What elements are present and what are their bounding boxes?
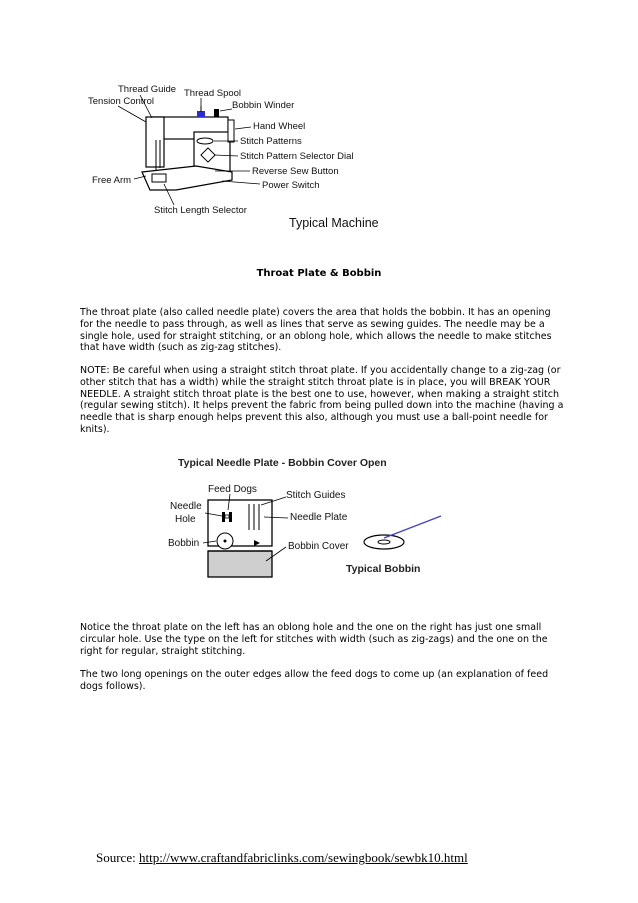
paragraph-throat-plate: The throat plate (also called needle plate) covers the area that holds the bobbin. It has an opening for the needle to pass through, as well as lines that serve as sewing guides. The needle may be a single hole, used for straight stitching, or an oblong hole, which allows the needle to make stitches that have width (such as zig-zag stitches). (80, 307, 552, 354)
label-stitch-guides: Stitch Guides (286, 490, 346, 501)
section-heading: Throat Plate & Bobbin (256, 268, 382, 279)
label-bobbin-cover: Bobbin Cover (288, 541, 349, 552)
label-feed-dogs: Feed Dogs (208, 484, 257, 495)
label-thread-spool: Thread Spool (184, 88, 242, 99)
label-bobbin: Bobbin (168, 538, 200, 549)
bobbin-caption: Typical Bobbin (346, 563, 421, 575)
label-stitch-length-selector: Stitch Length Selector (154, 205, 247, 216)
label-stitch-patterns: Stitch Patterns (240, 136, 302, 147)
paragraph-note: NOTE: Be careful when using a straight stitch throat plate. If you accidentally change to a zig-zag (or other stitch that has a width) while the straight stitch throat plate is in place, you will BREAK YOUR NEEDLE. A straight stitch throat plate is the best one to use, however, when making a straight stitch (regular sewing stitch). It helps prevent the fabric from being pulled down into the machine (having a needle that is sharp enough helps prevent this also, although you must use a ball-point needle for knits). (80, 365, 564, 435)
label-free-arm: Free Arm (92, 175, 132, 186)
machine-caption: Typical Machine (289, 216, 379, 230)
label-stitch-pattern-selector-dial: Stitch Pattern Selector Dial (240, 151, 354, 162)
label-hole: Hole (175, 514, 196, 525)
paragraph-notice: Notice the throat plate on the left has an oblong hole and the one on the right has just one small circular hole. Use the type on the left for stitches with width (such as zig-zags) and the one on the right for regular, straight stitching. (80, 622, 548, 657)
label-reverse-sew-button: Reverse Sew Button (252, 166, 339, 177)
label-tension-control: Tension Control (88, 96, 155, 107)
label-hand-wheel: Hand Wheel (253, 121, 306, 132)
label-bobbin-winder: Bobbin Winder (232, 100, 295, 111)
label-power-switch: Power Switch (262, 180, 320, 191)
paragraph-feed-dogs: The two long openings on the outer edges allow the feed dogs to come up (an explanation of feed dogs follows). (80, 669, 549, 692)
source-prefix: Source: (96, 850, 139, 865)
plate-figure-title: Typical Needle Plate - Bobbin Cover Open (178, 457, 387, 469)
label-needle-plate: Needle Plate (290, 512, 348, 523)
label-thread-guide: Thread Guide (118, 84, 177, 95)
source-link[interactable]: http://www.craftandfabriclinks.com/sewingbook/sewbk10.html (138, 850, 468, 865)
label-needle: Needle (170, 501, 202, 512)
source-line (96, 850, 468, 866)
